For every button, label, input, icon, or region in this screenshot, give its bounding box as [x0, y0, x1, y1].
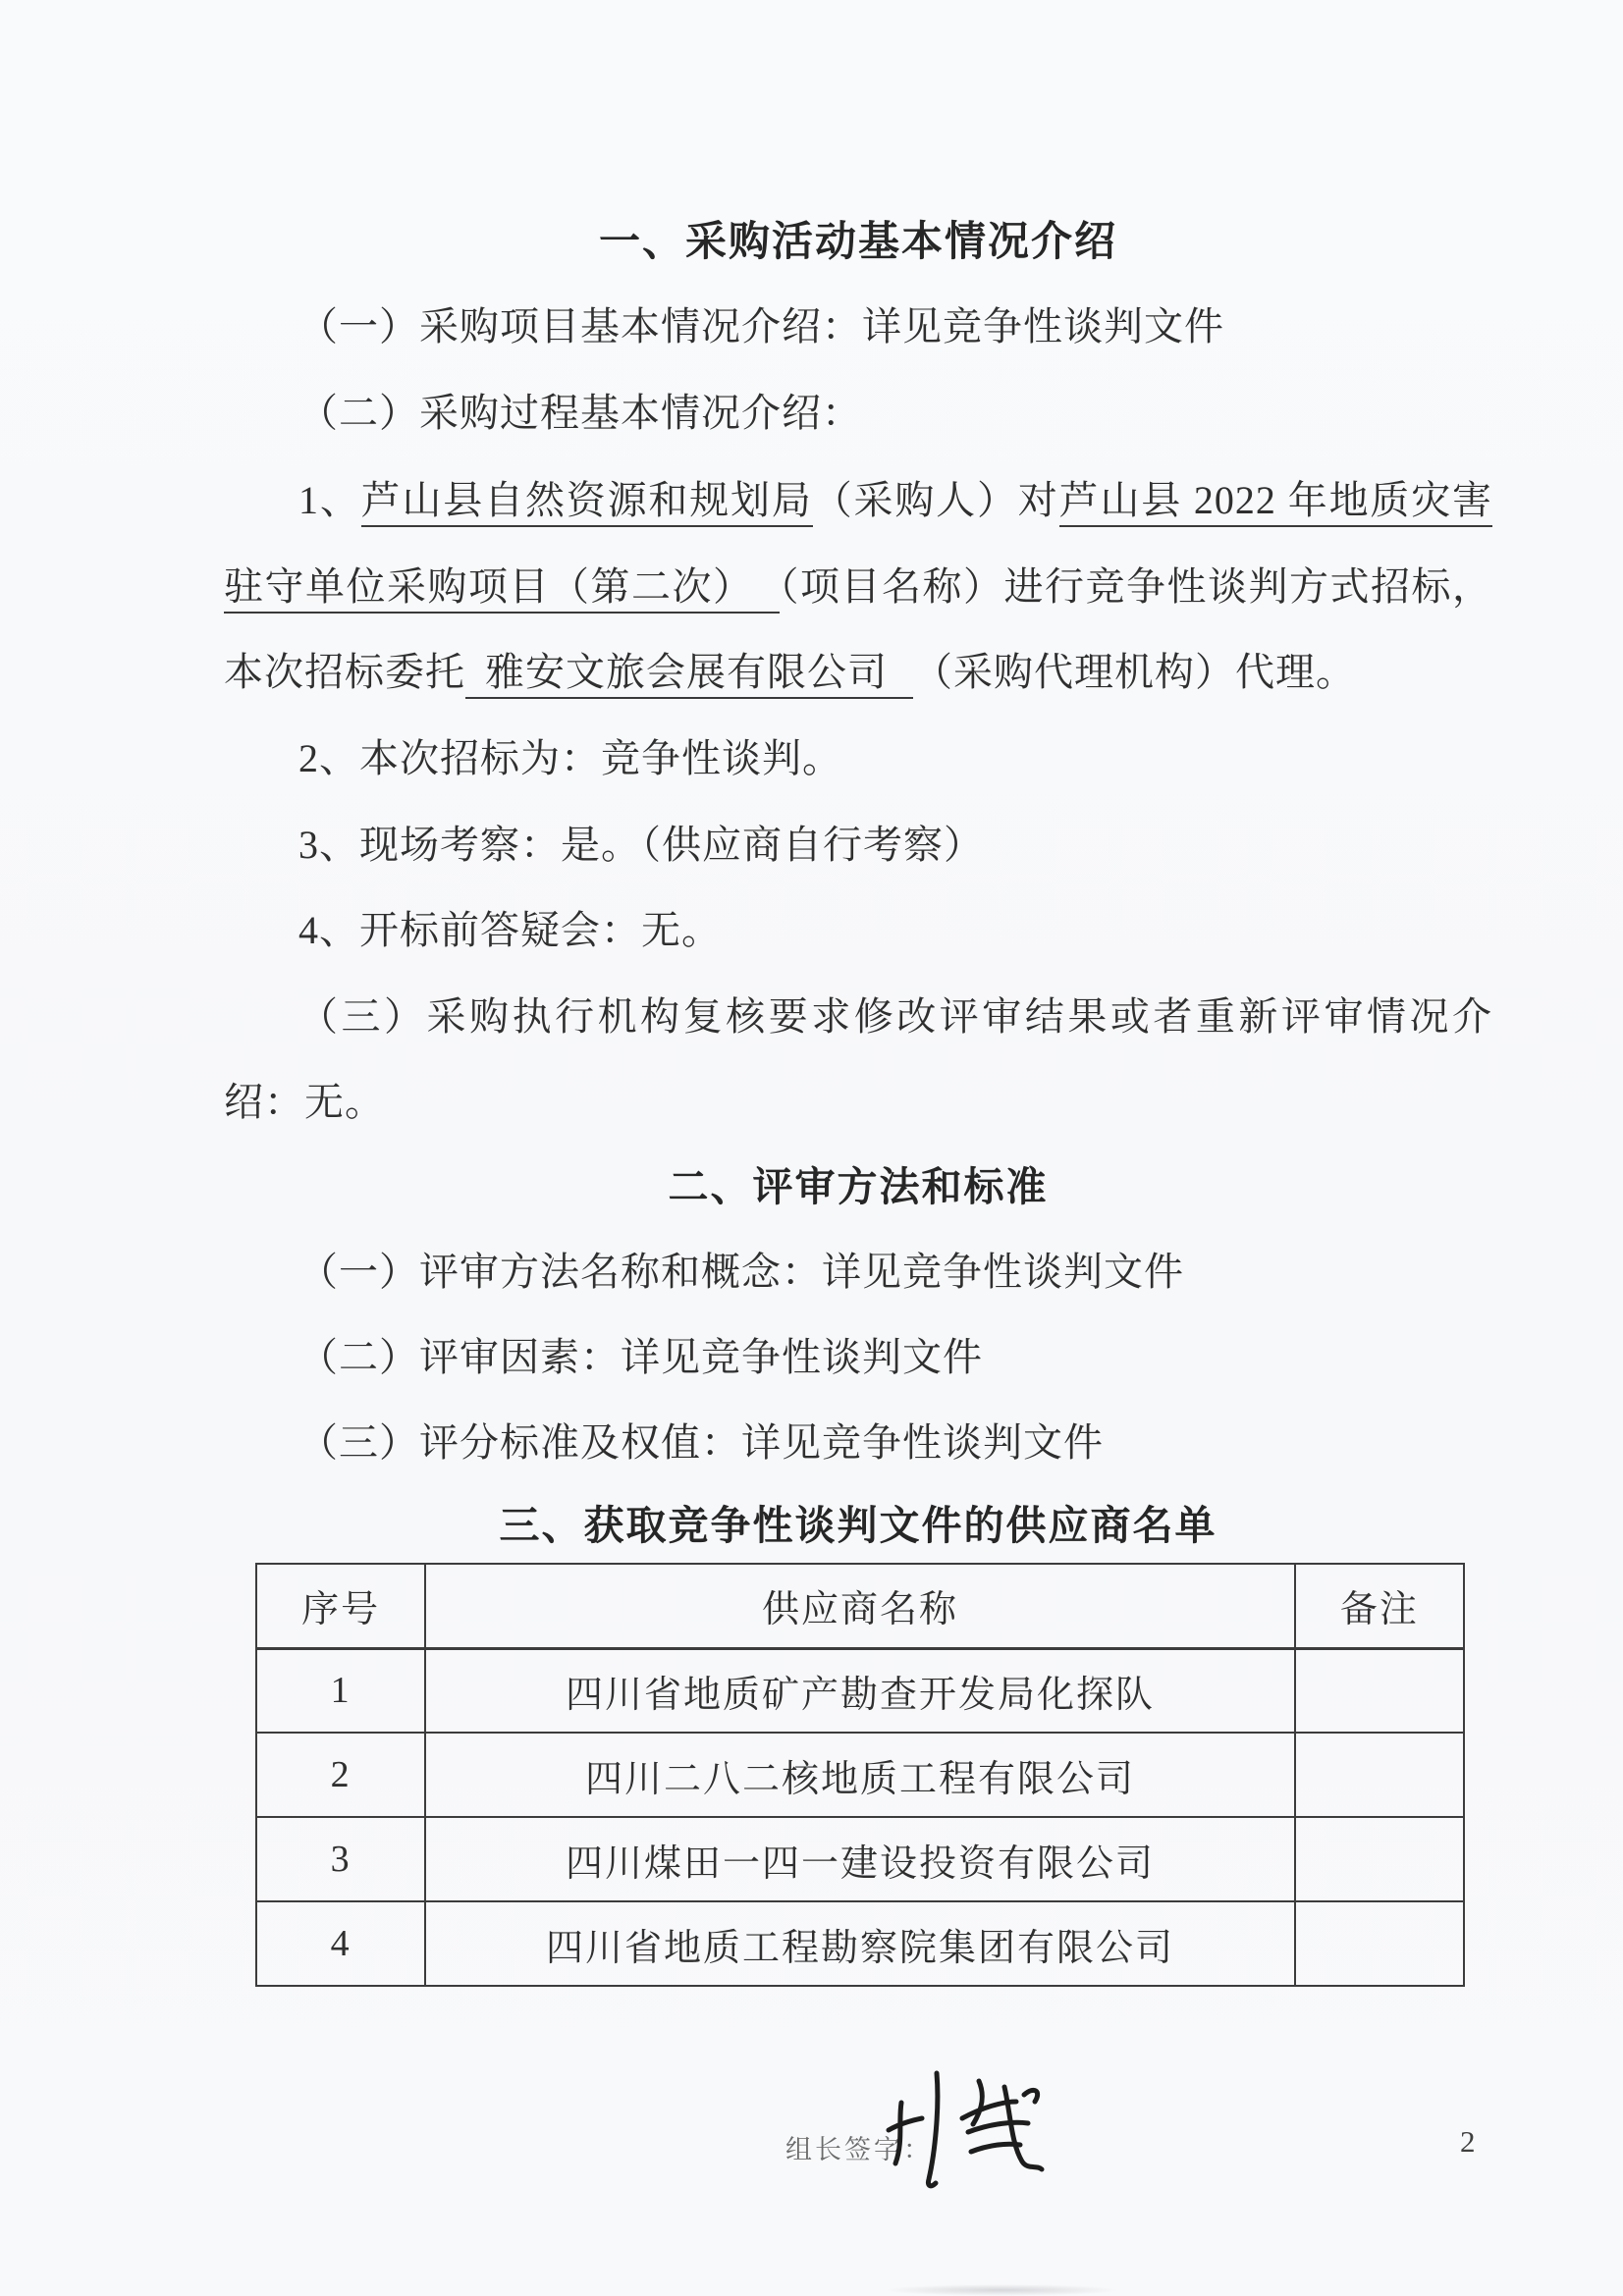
table-header-row	[256, 1564, 1464, 1648]
remarks-cell	[1295, 1901, 1464, 1986]
serial-cell: 2	[256, 1733, 425, 1817]
agency-name-underlined: 雅安文旅会展有限公司	[465, 650, 913, 699]
purchaser-role: （采购人）对	[812, 478, 1059, 522]
section-three-title: 三、获取竞争性谈判文件的供应商名单	[499, 1503, 1217, 1548]
serial-cell: 4	[256, 1901, 425, 1986]
serial-cell: 3	[256, 1817, 425, 1901]
remarks-cell	[1295, 1817, 1464, 1901]
para-eval-factors: （二）评审因素：详见竞争性谈判文件	[298, 1335, 983, 1379]
agency-suffix: （采购代理机构）代理。	[913, 650, 1356, 694]
para-review-modify-line1: （三）采购执行机构复核要求修改评审结果或者重新评审情况介	[298, 994, 1492, 1039]
scanner-shadow-artifact	[884, 2284, 1119, 2296]
para-project-intro: （一）采购项目基本情况介绍：详见竞争性谈判文件	[298, 304, 1224, 348]
remarks-cell	[1295, 1648, 1464, 1733]
signature-handwriting	[886, 2067, 1067, 2195]
table-row	[256, 1733, 1464, 1817]
bid-method-text: （项目名称）进行竞争性谈判方式招标，	[779, 564, 1492, 609]
table-row	[256, 1817, 1464, 1901]
project-name-part1-underlined: 芦山县 2022 年地质灾害	[1059, 478, 1492, 527]
supplier-name-cell: 四川省地质工程勘察院集团有限公司	[425, 1901, 1295, 1986]
project-name-part2-underlined: 驻守单位采购项目（第二次）	[224, 564, 780, 614]
para-eval-scoring: （三）评分标准及权值：详见竞争性谈判文件	[298, 1420, 1104, 1465]
para-purchaser-line2	[224, 562, 1492, 612]
para-process-intro: （二）采购过程基本情况介绍：	[298, 391, 862, 435]
section-two-title: 二、评审方法和标准	[668, 1164, 1049, 1209]
table-row	[256, 1648, 1464, 1733]
remarks-cell	[1295, 1733, 1464, 1817]
header-supplier-name: 供应商名称	[425, 1564, 1295, 1648]
para-bid-type: 2、本次招标为：竞争性谈判。	[298, 736, 842, 780]
item-number: 1、	[298, 478, 361, 522]
para-purchaser-line1	[224, 476, 1492, 525]
supplier-table	[255, 1563, 1465, 1987]
supplier-name-cell: 四川煤田一四一建设投资有限公司	[425, 1817, 1295, 1901]
signature-label: 组长签字：	[785, 2135, 933, 2164]
supplier-name-cell: 四川省地质矿产勘查开发局化探队	[425, 1648, 1295, 1733]
header-remarks: 备注	[1295, 1564, 1464, 1648]
serial-cell: 1	[256, 1648, 425, 1733]
page-number: 2	[1460, 2124, 1476, 2159]
para-qa-meeting: 4、开标前答疑会：无。	[298, 908, 722, 952]
header-serial-number: 序号	[256, 1564, 425, 1648]
agency-prefix: 本次招标委托	[224, 650, 465, 694]
para-eval-method: （一）评审方法名称和概念：详见竞争性谈判文件	[298, 1250, 1184, 1294]
purchaser-name-underlined: 芦山县自然资源和规划局	[361, 478, 813, 527]
supplier-name-cell: 四川二八二核地质工程有限公司	[425, 1733, 1295, 1817]
section-one-title: 一、采购活动基本情况介绍	[598, 218, 1117, 264]
para-agency-line	[224, 648, 1492, 697]
table-row	[256, 1901, 1464, 1986]
para-review-modify-line2: 绍：无。	[224, 1080, 385, 1124]
para-site-visit: 3、现场考察：是。（供应商自行考察）	[298, 823, 984, 867]
